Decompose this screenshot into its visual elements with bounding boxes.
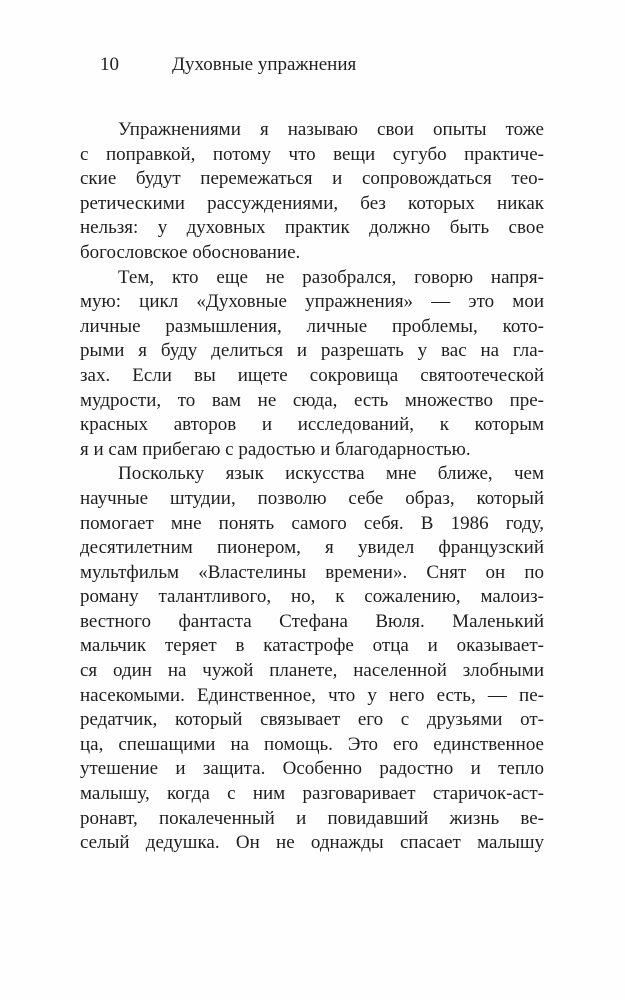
text-line: Поскольку язык искусства мне ближе, чем bbox=[118, 463, 544, 485]
text-line: ся один на чужой планете, населенной злобными bbox=[80, 660, 544, 682]
text-line: Тем, кто еще не разобрался, говорю напря- bbox=[118, 266, 544, 288]
text-line: помогает мне понять самого себя. В 1986 году, bbox=[80, 512, 544, 534]
text-line: нельзя: у духовных практик должно быть свое bbox=[80, 217, 544, 239]
text-line: Упражнениями я называю свои опыты тоже bbox=[118, 119, 544, 140]
page-body bbox=[80, 118, 544, 856]
text-line: селый дедушка. Он не однажды спасает малышу bbox=[80, 832, 544, 854]
text-line: рыми я буду делиться и разрешать у вас на гла- bbox=[80, 340, 544, 362]
text-line: роману талантливого, но, к сожалению, малоиз- bbox=[80, 586, 544, 608]
text-line: мультфильм «Властелины времени». Снят он по bbox=[80, 561, 544, 583]
text-line: мальчик теряет в катастрофе отца и оказывает- bbox=[80, 635, 544, 657]
paragraph bbox=[80, 462, 544, 856]
text-line: я и сам прибегаю с радостью и благодарностью. bbox=[80, 438, 471, 460]
text-line: личные размышления, личные проблемы, кото- bbox=[80, 315, 544, 337]
running-title: Духовные упражнения bbox=[172, 54, 357, 75]
text-line: ронавт, покалеченный и повидавший жизнь ве- bbox=[80, 807, 544, 829]
text-line: красных авторов и исследований, к которым bbox=[80, 414, 544, 436]
page-number: 10 bbox=[100, 54, 119, 75]
text-line: ретическими рассуждениями, без которых никак bbox=[80, 192, 544, 214]
text-line: десятилетним пионером, я увидел французский bbox=[80, 537, 544, 559]
text-line: ца, спешащими на помощь. Это его единственное bbox=[80, 733, 544, 755]
text-line: мудрости, то вам не сюда, есть множество пре- bbox=[80, 389, 544, 411]
page-header bbox=[80, 52, 544, 78]
text-line: насекомыми. Единственное, что у него есть, — пе- bbox=[80, 684, 544, 706]
text-line: богословское обоснование. bbox=[80, 241, 301, 263]
text-line: утешение и защита. Особенно радостно и тепло bbox=[80, 758, 544, 780]
paragraph bbox=[80, 266, 544, 463]
paragraph bbox=[80, 118, 544, 266]
text-line: научные штудии, позволю себе образ, который bbox=[80, 487, 544, 509]
text-line: мую: цикл «Духовные упражнения» — это мои bbox=[80, 291, 544, 313]
text-line: малышу, когда с ним разговаривает старичок-аст- bbox=[80, 783, 544, 805]
text-line: зах. Если вы ищете сокровища святоотеческой bbox=[80, 364, 544, 386]
text-line: с поправкой, потому что вещи сугубо практиче- bbox=[80, 143, 544, 165]
text-line: редатчик, который связывает его с друзьями от- bbox=[80, 709, 544, 731]
text-line: вестного фантаста Стефана Вюля. Маленький bbox=[80, 610, 544, 632]
text-line: ские будут перемежаться и сопровождаться тео- bbox=[80, 168, 544, 190]
